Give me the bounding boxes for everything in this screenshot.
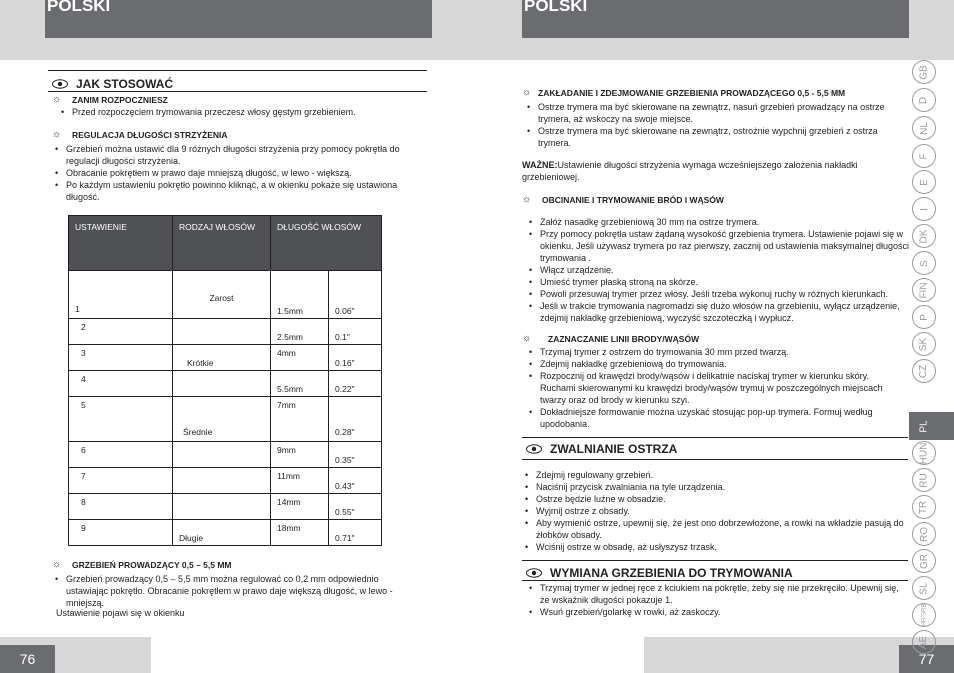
- language-tab-ro[interactable]: RO: [912, 522, 936, 546]
- table-row: [69, 442, 382, 468]
- table-cell: 7: [69, 468, 173, 494]
- sun-icon: ☼: [522, 87, 532, 98]
- section-loosen-blade: [526, 442, 677, 456]
- subsection-title: ZAZNACZANIE LINII BRODY/WĄSÓW: [548, 333, 700, 344]
- language-tab-s[interactable]: S: [912, 251, 936, 275]
- table-cell: 4mm: [271, 345, 329, 371]
- table-cell: 8: [69, 494, 173, 520]
- table-cell: [173, 468, 271, 494]
- language-tab-nl[interactable]: NL: [912, 116, 936, 140]
- table-cell: 0.06": [329, 271, 382, 319]
- table-row: [69, 345, 382, 371]
- language-tab-ru[interactable]: RU: [912, 468, 936, 492]
- loosen-blade-list: [522, 469, 906, 553]
- eye-icon: [526, 444, 542, 454]
- subsection-title: GRZEBIEŃ PROWADZĄCY 0,5 – 5,5 MM: [72, 559, 232, 570]
- table-cell: 2: [69, 319, 173, 345]
- table-header: USTAWIENIE: [69, 216, 173, 271]
- list-item: • Umieść trymer płaską stroną na skórze.: [526, 276, 910, 288]
- left-header-box: [45, 0, 432, 38]
- guide-comb-list: [52, 573, 414, 609]
- subsection-title: OBCINANIE I TRYMOWANIE BRÓD I WĄSÓW: [542, 194, 724, 205]
- right-header-box: [522, 0, 909, 38]
- subsection-beard-line: [522, 333, 699, 344]
- list-item: • Trzymaj trymer z ostrzem do trymowania 30 mm przed twarzą.: [526, 346, 906, 358]
- divider: [48, 91, 427, 92]
- table-cell: [173, 442, 271, 468]
- before-start-list: [58, 106, 418, 118]
- divider: [522, 459, 908, 460]
- table-cell: 1: [69, 271, 173, 319]
- section-title: JAK STOSOWAĆ: [76, 77, 174, 91]
- table-cell: 2.5mm: [271, 319, 329, 345]
- right-page-title: POLSKI: [524, 0, 588, 15]
- table-cell: 11mm: [271, 468, 329, 494]
- table-cell: Krótkie: [173, 345, 271, 371]
- sun-icon: ☼: [522, 194, 532, 205]
- table-row: [69, 271, 382, 319]
- eye-icon: [526, 568, 542, 578]
- table-cell: 6: [69, 442, 173, 468]
- table-row: [69, 397, 382, 442]
- list-item: • Aby wymienić ostrze, upewnij się, że jest ono dobrzewłożone, a rowki na wkładzie pasują do żłobków obsady.: [522, 517, 906, 541]
- language-tab-cz[interactable]: CZ: [912, 359, 936, 383]
- subsection-before-start: [52, 94, 168, 105]
- list-item: • Zdejmij nakładkę grzebieniową do trymowania.: [526, 358, 906, 370]
- list-item: • Jeśli w trakcie trymowania nagromadzi się dużo włosów na grzebieniu, wyłącz urządzenie, zdejmij nakładkę grzebieniową, wyczyść szczoteczką i wypłucz.: [526, 300, 910, 324]
- table-cell: 0.55": [329, 494, 382, 520]
- attach-comb-list: [524, 101, 900, 149]
- table-row: [69, 468, 382, 494]
- language-tab-pl[interactable]: PL: [912, 414, 936, 438]
- list-item: • Przy pomocy pokrętła ustaw żądaną wysokość grzebienia trymera. Ustawienie pojawi się w okienku. Jeśli używasz trymera po raz pierwszy, zacznij od ustawienia maksymalnej długości trymowania .: [526, 228, 910, 264]
- table-cell: [173, 371, 271, 397]
- table-cell: 0.1": [329, 319, 382, 345]
- table-cell: 0.43": [329, 468, 382, 494]
- table-cell: 0.35": [329, 442, 382, 468]
- section-title: ZWALNIANIE OSTRZA: [550, 442, 678, 456]
- beard-line-list: [526, 346, 906, 430]
- table-cell: 0.28": [329, 397, 382, 442]
- list-item: • Grzebień można ustawić dla 9 różnych długości strzyżenia przy pomocy pokrętła do regulacji długości strzyżenia.: [52, 143, 418, 167]
- table-cell: Zarost: [173, 271, 271, 319]
- divider: [48, 70, 427, 71]
- language-tab-gr[interactable]: GR: [912, 549, 936, 573]
- list-item: • Załóż nasadkę grzebieniową 30 mm na ostrze trymera.: [526, 216, 910, 228]
- subsection-beard-trim: [522, 194, 724, 205]
- language-tab-tr[interactable]: TR: [912, 495, 936, 519]
- beard-trim-list: [526, 216, 910, 324]
- list-item: • Obracanie pokrętłem w prawo daje mniejszą długość, w lewo - większą.: [52, 167, 418, 179]
- table-cell: Długie: [173, 520, 271, 546]
- table-cell: 5: [69, 397, 173, 442]
- table-header-row: [69, 216, 382, 271]
- language-tab-hr-srb[interactable]: HR/SRB: [912, 603, 936, 627]
- table-cell: 0.16": [329, 345, 382, 371]
- language-tab-fin[interactable]: FIN: [912, 278, 936, 302]
- list-item: • Wciśnij ostrze w obsadę, aż usłyszysz trzask.: [522, 541, 906, 553]
- list-item: • Po każdym ustawieniu pokrętło powinno kliknąć, a w okienku pokaże się ustawiona długość.: [52, 179, 418, 203]
- guide-comb-note: Ustawienie pojawi się w okienku: [56, 608, 185, 618]
- language-tab-d[interactable]: D: [912, 88, 936, 112]
- left-page-title: POLSKI: [47, 0, 111, 15]
- table-row: [69, 520, 382, 546]
- language-tab-sl[interactable]: SL: [912, 576, 936, 600]
- language-tab-dk[interactable]: DK: [912, 224, 936, 248]
- table-cell: 9: [69, 520, 173, 546]
- divider: [522, 560, 908, 561]
- section-how-to-use: [52, 77, 173, 91]
- table-cell: 0.71": [329, 520, 382, 546]
- table-cell: 4: [69, 371, 173, 397]
- section-replace-comb: [526, 566, 793, 580]
- subsection-length-adjust: [52, 129, 228, 140]
- subsection-guide-comb: [52, 559, 231, 570]
- sun-icon: ☼: [522, 333, 532, 344]
- right-page-number: 77: [899, 645, 954, 673]
- table-cell: 18mm: [271, 520, 329, 546]
- list-item: • Ostrze trymera ma być skierowane na zewnątrz, ostrożnie wypchnij grzebień z ostrza trymera.: [524, 125, 900, 149]
- table-cell: 7mm: [271, 397, 329, 442]
- list-item: • Wsuń grzebień/golarkę w rowki, aż zaskoczy.: [526, 606, 910, 618]
- eye-icon: [52, 79, 68, 89]
- language-tab-p[interactable]: P: [912, 305, 936, 329]
- list-item: • Ostrze trymera ma być skierowane na zewnątrz, nasuń grzebień prowadzący na ostrze trymera, aż wskoczy na swoje miejsce.: [524, 101, 900, 125]
- list-item: • Dokładniejsze formowanie można uzyskać stosując pop-up trymera. Formuj według upodobania.: [526, 406, 906, 430]
- list-item: • Grzebień prowadzący 0,5 – 5,5 mm można regulować co 0,2 mm odpowiednio ustawiając pokrętło. Obracanie pokrętłem w prawo daje większą długość, w lewo - mniejszą.: [52, 573, 414, 609]
- subsection-title: ZAKŁADANIE I ZDEJMOWANIE GRZEBIENIA PROWADZĄCEGO 0,5 - 5,5 MM: [538, 87, 846, 98]
- table-header: DŁUGOŚĆ WŁOSÓW: [271, 216, 382, 271]
- divider: [522, 580, 908, 581]
- replace-comb-list: [526, 582, 910, 618]
- table-cell: 0.22": [329, 371, 382, 397]
- language-tab-e[interactable]: E: [912, 170, 936, 194]
- list-item: • Przed rozpoczęciem trymowania przeczesz włosy gęstym grzebieniem.: [58, 106, 418, 118]
- list-item: • Trzymaj trymer w jednej ręce z kciukiem na pokrętle, żeby się nie przekręciło. Upewnij się, że wskaźnik długości pokazuje 1.: [526, 582, 910, 606]
- language-tab-sk[interactable]: SK: [912, 332, 936, 356]
- length-adjust-list: [52, 143, 418, 203]
- important-label: WAŻNE:: [522, 160, 558, 170]
- table-cell: 14mm: [271, 494, 329, 520]
- table-cell: 9mm: [271, 442, 329, 468]
- list-item: • Powoli przesuwaj trymer przez włosy. Jeśli trzeba wykonuj ruchy w różnych kierunkach.: [526, 288, 910, 300]
- section-title: WYMIANA GRZEBIENIA DO TRYMOWANIA: [550, 566, 793, 580]
- table-cell: 3: [69, 345, 173, 371]
- important-text: Ustawienie długości strzyżenia wymaga wcześniejszego założenia nakładki grzebieniowej.: [522, 160, 858, 182]
- table-cell: 5.5mm: [271, 371, 329, 397]
- language-tab-ae[interactable]: AE: [912, 630, 936, 654]
- list-item: • Zdejmij regulowany grzebień.: [522, 469, 906, 481]
- list-item: • Rozpocznij od krawędzi brody/wąsów i delikatnie naciskaj trymer w kierunku skóry. Ruchami skierowanymi ku krawędzi brody/wąsów trymuj w poszczególnych miejscach twarzy oraz od brody w kierunku szyi.: [526, 370, 906, 406]
- subsection-attach-comb: [522, 87, 845, 98]
- table-cell: [173, 319, 271, 345]
- left-page-number: 76: [0, 645, 55, 673]
- sun-icon: ☼: [52, 129, 62, 140]
- table-row: [69, 371, 382, 397]
- divider: [522, 437, 908, 438]
- table-row: [69, 319, 382, 345]
- language-tab-i[interactable]: I: [912, 197, 936, 221]
- table-header: RODZAJ WŁOSÓW: [173, 216, 271, 271]
- list-item: • Ostrze będzie luźne w obsadzie.: [522, 493, 906, 505]
- language-tab-hun[interactable]: HUN: [912, 441, 936, 465]
- table-cell: Średnie: [173, 397, 271, 442]
- table-cell: 1.5mm: [271, 271, 329, 319]
- language-tab-gb[interactable]: GB: [912, 60, 936, 84]
- sun-icon: ☼: [52, 559, 62, 570]
- language-tab-f[interactable]: F: [912, 144, 936, 168]
- list-item: • Naciśnij przycisk zwalniania na tyle urządzenia.: [522, 481, 906, 493]
- subsection-title: REGULACJA DŁUGOŚCI STRZYŻENIA: [72, 129, 228, 140]
- important-note: [522, 159, 882, 183]
- length-table: [68, 215, 382, 546]
- subsection-title: ZANIM ROZPOCZNIESZ: [72, 94, 168, 105]
- table-row: [69, 494, 382, 520]
- sun-icon: ☼: [52, 94, 62, 105]
- list-item: • Wyjmij ostrze z obsady.: [522, 505, 906, 517]
- list-item: • Włącz urządzenie.: [526, 264, 910, 276]
- table-cell: [173, 494, 271, 520]
